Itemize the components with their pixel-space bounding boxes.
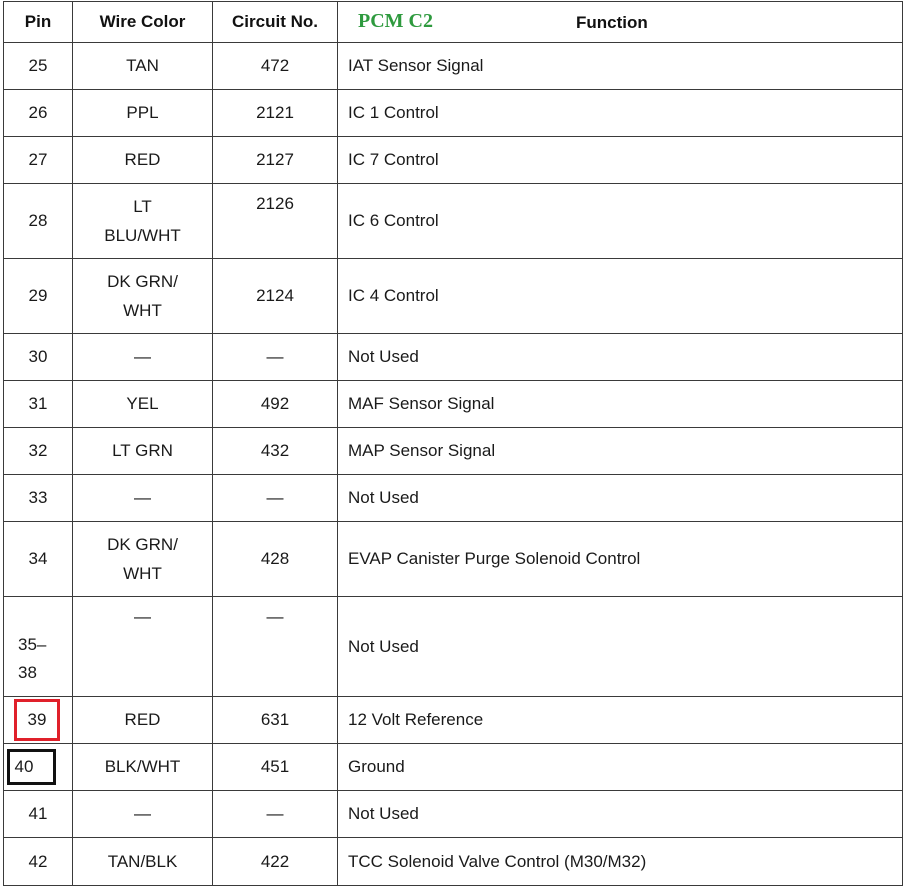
wire-color-cell (73, 522, 213, 597)
table-row (4, 697, 903, 744)
function-cell: Ground (338, 744, 903, 791)
wire-color-line: WHT (123, 564, 162, 583)
wire-color-line: DK GRN/ (107, 535, 178, 554)
table-row (4, 184, 903, 259)
pin-cell: 29 (4, 259, 73, 334)
pin-highlight-black-box: 40 (7, 749, 56, 785)
function-cell: IC 1 Control (338, 90, 903, 137)
circuit-cell (213, 184, 338, 259)
wire-color-cell: YEL (73, 381, 213, 428)
pin-cell (4, 697, 73, 744)
circuit-value: — (266, 607, 284, 626)
pin-range-end: 38 (18, 663, 37, 682)
header-wire-color: Wire Color (73, 2, 213, 43)
table-row (4, 381, 903, 428)
function-cell: EVAP Canister Purge Solenoid Control (338, 522, 903, 597)
wire-color-cell: RED (73, 137, 213, 184)
wire-color-line: WHT (123, 301, 162, 320)
wire-color-cell: — (73, 334, 213, 381)
table-row (4, 791, 903, 838)
pin-cell: 25 (4, 43, 73, 90)
function-cell: MAF Sensor Signal (338, 381, 903, 428)
connector-title: PCM C2 (358, 10, 433, 32)
pin-cell: 28 (4, 184, 73, 259)
circuit-cell (213, 597, 338, 697)
circuit-cell: 432 (213, 428, 338, 475)
function-cell: IC 7 Control (338, 137, 903, 184)
table-row (4, 744, 903, 791)
wire-color-cell: BLK/WHT (73, 744, 213, 791)
wire-color-cell: RED (73, 697, 213, 744)
wire-color-line: LT (133, 197, 152, 216)
function-cell: MAP Sensor Signal (338, 428, 903, 475)
wire-color-line: BLU/WHT (104, 226, 181, 245)
circuit-cell: — (213, 791, 338, 838)
wire-color-cell: — (73, 791, 213, 838)
table-header-row (4, 2, 903, 43)
function-cell: Not Used (338, 791, 903, 838)
circuit-cell: 492 (213, 381, 338, 428)
pin-cell: 32 (4, 428, 73, 475)
pin-cell: 31 (4, 381, 73, 428)
table-row (4, 90, 903, 137)
pin-cell: 34 (4, 522, 73, 597)
table-row (4, 137, 903, 184)
circuit-cell: 472 (213, 43, 338, 90)
wire-color-cell (73, 597, 213, 697)
pin-cell (4, 744, 73, 791)
function-cell: Not Used (338, 334, 903, 381)
pin-cell: 26 (4, 90, 73, 137)
table-row (4, 597, 903, 697)
function-cell: Not Used (338, 475, 903, 522)
wire-color-cell: LT GRN (73, 428, 213, 475)
circuit-cell: 428 (213, 522, 338, 597)
table-row (4, 522, 903, 597)
function-cell: TCC Solenoid Valve Control (M30/M32) (338, 838, 903, 886)
pin-cell: 42 (4, 838, 73, 886)
circuit-cell: 451 (213, 744, 338, 791)
circuit-cell: 631 (213, 697, 338, 744)
pin-highlight-red-box: 39 (14, 699, 60, 741)
function-cell: 12 Volt Reference (338, 697, 903, 744)
header-circuit-no: Circuit No. (213, 2, 338, 43)
wire-color-cell: — (73, 475, 213, 522)
function-cell: IC 4 Control (338, 259, 903, 334)
table-row (4, 43, 903, 90)
wire-color-cell: TAN (73, 43, 213, 90)
pin-range (4, 597, 72, 687)
pin-cell: 27 (4, 137, 73, 184)
pin-cell: 30 (4, 334, 73, 381)
circuit-cell: 2121 (213, 90, 338, 137)
circuit-cell: 422 (213, 838, 338, 886)
wire-color-line: DK GRN/ (107, 272, 178, 291)
circuit-cell: — (213, 334, 338, 381)
wire-color-cell: PPL (73, 90, 213, 137)
function-cell: IC 6 Control (338, 184, 903, 259)
table-row (4, 838, 903, 886)
circuit-cell: 2124 (213, 259, 338, 334)
wire-color-cell (73, 259, 213, 334)
pin-cell (4, 597, 73, 697)
wire-color-cell (73, 184, 213, 259)
table-row (4, 475, 903, 522)
pin-cell: 41 (4, 791, 73, 838)
header-function-cell (338, 2, 903, 43)
pin-cell: 33 (4, 475, 73, 522)
table-row (4, 334, 903, 381)
table-row (4, 259, 903, 334)
header-pin: Pin (4, 2, 73, 43)
wire-color-cell: TAN/BLK (73, 838, 213, 886)
table-row (4, 428, 903, 475)
wire-color-value: — (134, 607, 151, 626)
circuit-value: 2126 (256, 194, 294, 213)
function-cell: IAT Sensor Signal (338, 43, 903, 90)
pcm-connector-pinout-table (3, 1, 903, 886)
function-cell: Not Used (338, 597, 903, 697)
circuit-cell: 2127 (213, 137, 338, 184)
pin-range-start: 35– (18, 635, 47, 654)
circuit-cell: — (213, 475, 338, 522)
header-function: Function (576, 13, 648, 32)
